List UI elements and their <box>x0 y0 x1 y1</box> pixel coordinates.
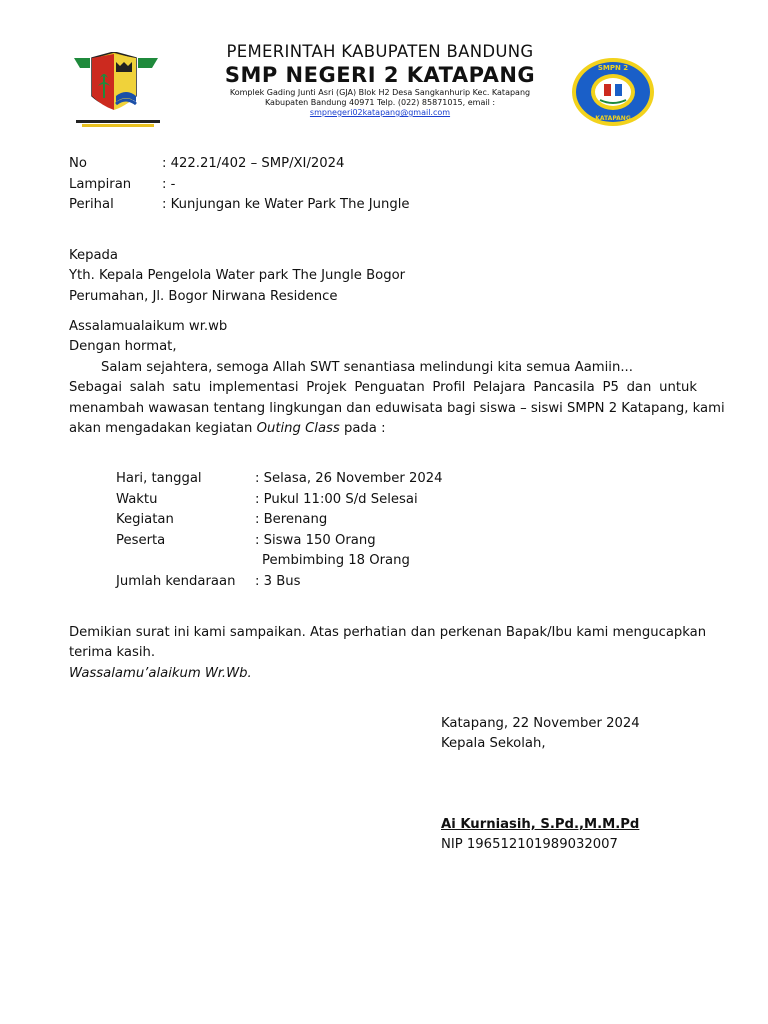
detail-label: Jumlah kendaraan <box>116 574 236 589</box>
detail-label: Waktu <box>116 492 158 507</box>
school-logo-bottom-text: KATAPANG <box>595 115 631 122</box>
detail-label: Hari, tanggal <box>116 471 202 486</box>
salam-opening: Assalamualaikum wr.wb <box>69 319 228 334</box>
closing-line-1: Demikian surat ini kami sampaikan. Atas perhatian dan perkenan Bapak/Ibu kami mengucapkan <box>69 625 707 640</box>
greeting-line: Salam sejahtera, semoga Allah SWT senantiasa melindungi kita semua Aamiin... <box>101 360 633 375</box>
signer-position: Kepala Sekolah, <box>441 736 546 751</box>
detail-value: : Pukul 11:00 S/d Selesai <box>255 492 418 507</box>
detail-value: : Selasa, 26 November 2024 <box>255 471 443 486</box>
paragraph-line-3-start: akan mengadakan kegiatan <box>69 421 257 436</box>
recipient-intro: Kepada <box>69 248 119 263</box>
subject-label: Perihal <box>69 197 114 212</box>
number-value: : 422.21/402 – SMP/XI/2024 <box>162 156 345 171</box>
district-crest-logo <box>72 52 168 128</box>
attachment-value: : - <box>162 177 176 192</box>
email-link[interactable]: smpnegeri02katapang@gmail.com <box>309 108 451 117</box>
school-logo <box>570 56 656 128</box>
recipient-name: Yth. Kepala Pengelola Water park The Jungle Bogor <box>69 268 406 283</box>
paragraph-line-2: menambah wawasan tentang lingkungan dan eduwisata bagi siswa – siswi SMPN 2 Katapang, kami <box>69 401 725 416</box>
address-line-2: Kabupaten Bandung 40971 Telp. (022) 85871015, email : <box>264 98 496 107</box>
paragraph-line-1: Sebagai salah satu implementasi Projek Penguatan Profil Pelajara Pancasila P5 dan untuk <box>69 380 697 395</box>
paragraph-line-3-end: pada : <box>339 421 386 436</box>
closing-line-2: terima kasih. <box>69 645 156 660</box>
detail-value: Pembimbing 18 Orang <box>262 553 410 568</box>
outing-class-term: Outing Class <box>256 421 340 436</box>
detail-value: : 3 Bus <box>255 574 301 589</box>
closing-salam: Wassalamu’alaikum Wr.Wb. <box>69 666 252 681</box>
subject-value: : Kunjungan ke Water Park The Jungle <box>162 197 410 212</box>
respect-line: Dengan hormat, <box>69 339 177 354</box>
place-date: Katapang, 22 November 2024 <box>441 716 640 731</box>
government-name: PEMERINTAH KABUPATEN BANDUNG <box>226 42 534 61</box>
detail-label: Kegiatan <box>116 512 174 527</box>
signer-name: Ai Kurniasih, S.Pd.,M.M.Pd <box>441 817 640 832</box>
school-logo-top-text: SMPN 2 <box>597 64 629 72</box>
number-label: No <box>69 156 87 171</box>
paragraph-line-3 <box>69 419 386 440</box>
school-name: SMP NEGERI 2 KATAPANG <box>224 63 536 87</box>
recipient-address: Perumahan, Jl. Bogor Nirwana Residence <box>69 289 338 304</box>
attachment-label: Lampiran <box>69 177 132 192</box>
detail-label: Peserta <box>116 533 166 548</box>
letterhead <box>160 42 600 118</box>
detail-value: : Berenang <box>255 512 328 527</box>
address-line-1: Komplek Gading Junti Asri (GJA) Blok H2 Desa Sangkanhurip Kec. Katapang <box>229 88 531 97</box>
signer-nip: NIP 196512101989032007 <box>441 837 618 852</box>
detail-value: : Siswa 150 Orang <box>255 533 376 548</box>
